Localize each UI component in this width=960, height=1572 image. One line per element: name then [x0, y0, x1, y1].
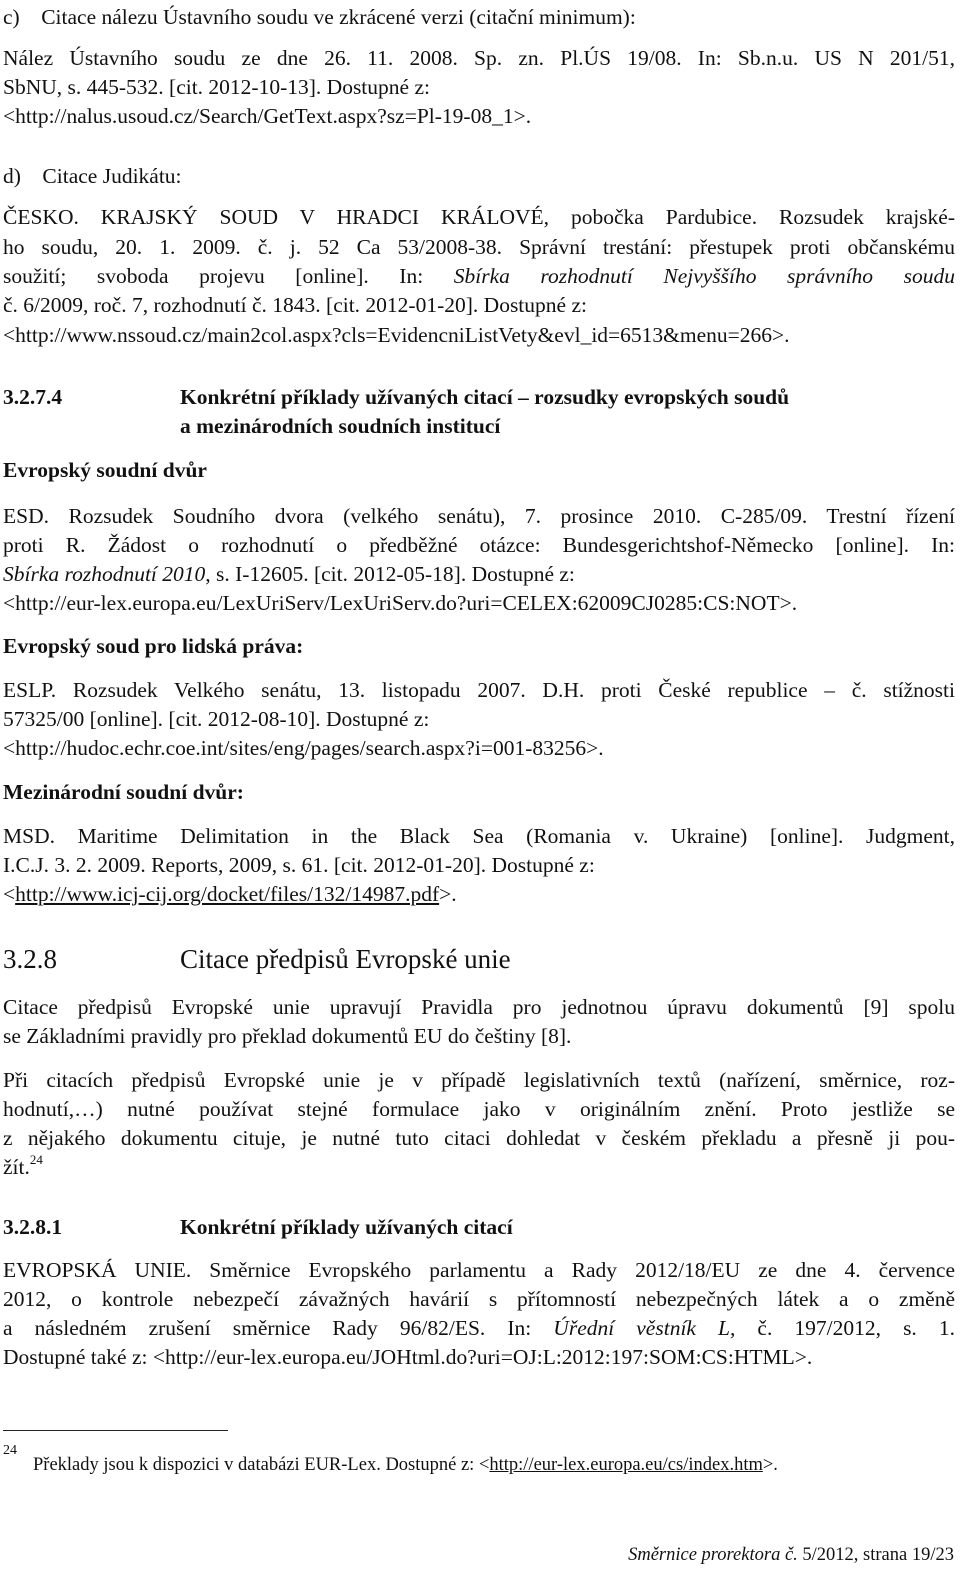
citation-line: ESLP. Rozsudek Velkého senátu, 13. listopadu 2007. D.H. proti České republice – č. stížnosti	[3, 678, 955, 702]
section-number: 3.2.8.1	[3, 1215, 63, 1239]
citation-line	[3, 1318, 955, 1340]
footnote-link[interactable]: http://eur-lex.europa.eu/cs/index.htm	[489, 1455, 763, 1475]
court-heading: Evropský soud pro lidská práva:	[3, 634, 304, 658]
citation-line: MSD. Maritime Delimitation in the Black Sea (Romania v. Ukraine) [online]. Judgment,	[3, 824, 955, 848]
paragraph-line: se Základními pravidly pro překlad dokumentů EU do češtiny [8].	[3, 1024, 572, 1048]
paragraph-line: z nějakého dokumentu cituje, je nutné tuto citaci dohledat v českém překladu a přesně ji pou-	[3, 1126, 955, 1150]
citation-line: I.C.J. 3. 2. 2009. Reports, 2009, s. 61. [cit. 2012-01-20]. Dostupné z:	[3, 853, 595, 877]
citation-line: proti R. Žádost o rozhodnutí o předběžné otázce: Bundesgerichtshof-Německo [online]. In:	[3, 533, 955, 557]
citation-line	[3, 266, 955, 288]
citation-line: č. 6/2009, roč. 7, rozhodnutí č. 1843. [cit. 2012-01-20]. Dostupné z:	[3, 293, 587, 317]
citation-text: , s. I-12605. [cit. 2012-05-18]. Dostupné z:	[205, 562, 575, 586]
citation-line: ho soudu, 20. 1. 2009. č. j. 52 Ca 53/2008-38. Správní trestání: přestupek proti občanskému	[3, 235, 955, 259]
citation-line: ESD. Rozsudek Soudního dvora (velkého senátu), 7. prosince 2010. C-285/09. Trestní řízení	[3, 504, 955, 528]
section-title: Citace předpisů Evropské unie	[180, 944, 511, 974]
footer-page-info: 5/2012, strana 19/23	[797, 1545, 954, 1565]
section-title: Konkrétní příklady užívaných citací – rozsudky evropských soudů	[180, 385, 790, 409]
paragraph-line	[3, 1152, 43, 1179]
citation-text: soužití; svoboda projevu [online]. In:	[3, 264, 454, 288]
court-heading: Mezinárodní soudní dvůr:	[3, 780, 244, 804]
footnote-number: 24	[3, 1443, 17, 1458]
section-title-continued: a mezinárodních soudních institucí	[180, 414, 501, 438]
footnote-text	[33, 1456, 778, 1475]
citation-source-italic: Sbírka rozhodnutí Nejvyššího správního soudu	[453, 264, 955, 288]
citation-url	[3, 884, 457, 906]
citation-url: <http://hudoc.echr.coe.int/sites/eng/pages/search.aspx?i=001-83256>.	[3, 736, 604, 760]
footer-document-name: Směrnice prorektora č.	[628, 1545, 798, 1565]
citation-source-italic: Sbírka rozhodnutí 2010	[3, 562, 206, 586]
citation-url: Dostupné také z: <http://eur-lex.europa.eu/JOHtml.do?uri=OJ:L:2012:197:SOM:CS:HTML>.	[3, 1345, 813, 1369]
link-bracket: <	[3, 882, 16, 906]
citation-line: ČESKO. KRAJSKÝ SOUD V HRADCI KRÁLOVÉ, pobočka Pardubice. Rozsudek krajské-	[3, 205, 955, 229]
citation-text: č. 197/2012, s. 1.	[735, 1316, 955, 1340]
paragraph-line: hodnutí,…) nutné používat stejné formulace jako v originálním znění. Proto jestliže se	[3, 1097, 955, 1121]
section-number: 3.2.8	[3, 944, 57, 974]
citation-url: <http://eur-lex.europa.eu/LexUriServ/LexUriServ.do?uri=CELEX:62009CJ0285:CS:NOT>.	[3, 591, 798, 615]
section-c-heading: c) Citace nálezu Ústavního soudu ve zkrácené verzi (citační minimum):	[3, 5, 636, 29]
section-d-heading: d) Citace Judikátu:	[3, 164, 182, 188]
citation-url: <http://nalus.usoud.cz/Search/GetText.aspx?sz=Pl-19-08_1>.	[3, 104, 532, 128]
footnote-reference[interactable]: 24	[29, 1152, 43, 1167]
citation-line: 2012, o kontrole nebezpečí závažných havárií s přítomností nebezpečných látek a o změně	[3, 1287, 955, 1311]
citation-line: SbNU, s. 445-532. [cit. 2012-10-13]. Dostupné z:	[3, 75, 430, 99]
citation-line: 57325/00 [online]. [cit. 2012-08-10]. Dostupné z:	[3, 707, 430, 731]
link-bracket: >.	[439, 882, 457, 906]
citation-line	[3, 564, 575, 586]
section-number: 3.2.7.4	[3, 385, 63, 409]
citation-text: a následném zrušení směrnice Rady 96/82/ES. In:	[3, 1316, 554, 1340]
footnote-body: Překlady jsou k dispozici v databázi EUR-Lex. Dostupné z: <	[33, 1455, 490, 1475]
footnote-separator	[3, 1430, 228, 1431]
citation-line: Nález Ústavního soudu ze dne 26. 11. 2008. Sp. zn. Pl.ÚS 19/08. In: Sb.n.u. US N 201/51,	[3, 46, 955, 70]
footnote-bracket: >.	[762, 1455, 778, 1475]
citation-link[interactable]: http://www.icj-cij.org/docket/files/132/14987.pdf	[15, 882, 440, 906]
paragraph-text: žít.	[3, 1155, 30, 1179]
citation-line: EVROPSKÁ UNIE. Směrnice Evropského parlamentu a Rady 2012/18/EU ze dne 4. července	[3, 1258, 955, 1282]
citation-source-italic: Úřední věstník L,	[553, 1316, 736, 1340]
court-heading: Evropský soudní dvůr	[3, 458, 207, 482]
page-footer	[628, 1546, 954, 1565]
paragraph-line: Při citacích předpisů Evropské unie je v případě legislativních textů (nařízení, směrnice, roz-	[3, 1068, 955, 1092]
paragraph-line: Citace předpisů Evropské unie upravují Pravidla pro jednotnou úpravu dokumentů [9] spolu	[3, 995, 955, 1019]
section-title: Konkrétní příklady užívaných citací	[180, 1215, 513, 1239]
citation-url: <http://www.nssoud.cz/main2col.aspx?cls=EvidencniListVety&evl_id=6513&menu=266>.	[3, 323, 790, 347]
